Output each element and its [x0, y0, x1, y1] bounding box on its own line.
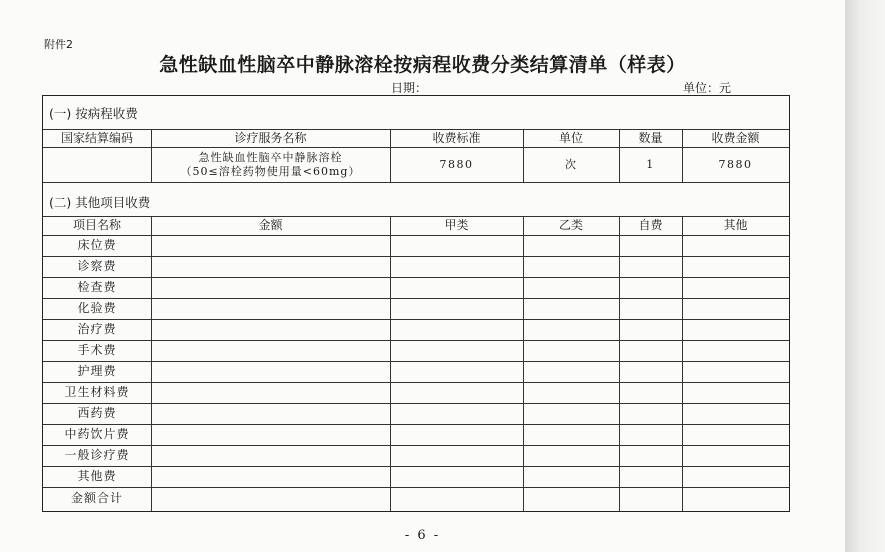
table-row: 护理费 — [77, 364, 117, 378]
unit-label: 单位：元 — [683, 81, 732, 95]
divider — [43, 487, 789, 488]
table-row: 卫生材料费 — [64, 385, 130, 399]
cell-service — [151, 147, 390, 182]
header-code: 国家结算编码 — [60, 130, 133, 145]
table-row: 诊察费 — [77, 259, 117, 273]
header-class-a: 甲类 — [444, 218, 469, 232]
divider — [682, 216, 683, 511]
divider — [43, 319, 789, 320]
scan-edge — [845, 0, 885, 552]
cell-quantity: 1 — [646, 157, 655, 171]
header-unit: 单位 — [558, 130, 583, 145]
divider — [43, 361, 789, 362]
divider — [619, 216, 620, 511]
table-row: 化验费 — [77, 301, 117, 315]
divider — [43, 445, 789, 446]
divider — [151, 216, 152, 511]
header-money: 金额 — [258, 218, 283, 232]
divider — [43, 256, 789, 257]
header-amount: 收费金额 — [711, 130, 760, 145]
table-row: 中药饮片费 — [64, 427, 130, 441]
section1-title: (一) 按病程收费 — [49, 106, 138, 121]
divider — [151, 129, 152, 182]
table-row: 床位费 — [77, 238, 117, 252]
divider — [390, 216, 391, 511]
divider — [43, 277, 789, 278]
divider — [523, 216, 524, 511]
divider — [619, 129, 620, 182]
header-other: 其他 — [723, 218, 748, 232]
divider — [43, 298, 789, 299]
table-row: 检查费 — [77, 280, 117, 294]
divider — [43, 182, 789, 183]
cell-unit: 次 — [565, 157, 577, 171]
header-self-paid: 自费 — [638, 218, 663, 232]
date-label: 日期： — [391, 81, 428, 95]
divider — [43, 235, 789, 236]
header-quantity: 数量 — [638, 130, 663, 145]
divider — [43, 403, 789, 404]
page-title: 急性缺血性脑卒中静脉溶栓按病程收费分类结算清单（样表） — [159, 54, 686, 76]
table-row: 治疗费 — [77, 322, 117, 336]
divider — [523, 129, 524, 182]
table-row: 西药费 — [77, 406, 117, 420]
table-row: 其他费 — [77, 469, 117, 483]
table-row: 一般诊疗费 — [64, 448, 130, 462]
settlement-table — [42, 95, 790, 512]
header-class-b: 乙类 — [558, 218, 583, 232]
cell-standard: 7880 — [439, 157, 474, 171]
divider — [43, 466, 789, 467]
header-item-name: 项目名称 — [72, 218, 121, 232]
service-name: 急性缺血性脑卒中静脉溶栓 — [198, 150, 343, 164]
cell-code — [43, 147, 151, 182]
section2-title: (二) 其他项目收费 — [49, 195, 151, 210]
divider — [682, 129, 683, 182]
header-standard: 收费标准 — [432, 130, 481, 145]
divider — [390, 129, 391, 182]
divider — [43, 340, 789, 341]
table-row: 手术费 — [77, 343, 117, 357]
divider — [43, 382, 789, 383]
cell-amount: 7880 — [718, 157, 753, 171]
table-row-total: 金额合计 — [70, 490, 123, 505]
service-dosage: （50≤溶栓药物使用量<60mg） — [180, 164, 361, 178]
page-number: - 6 - — [404, 528, 441, 543]
header-service: 诊疗服务名称 — [234, 130, 307, 145]
divider — [43, 424, 789, 425]
attachment-label: 附件2 — [44, 38, 73, 51]
